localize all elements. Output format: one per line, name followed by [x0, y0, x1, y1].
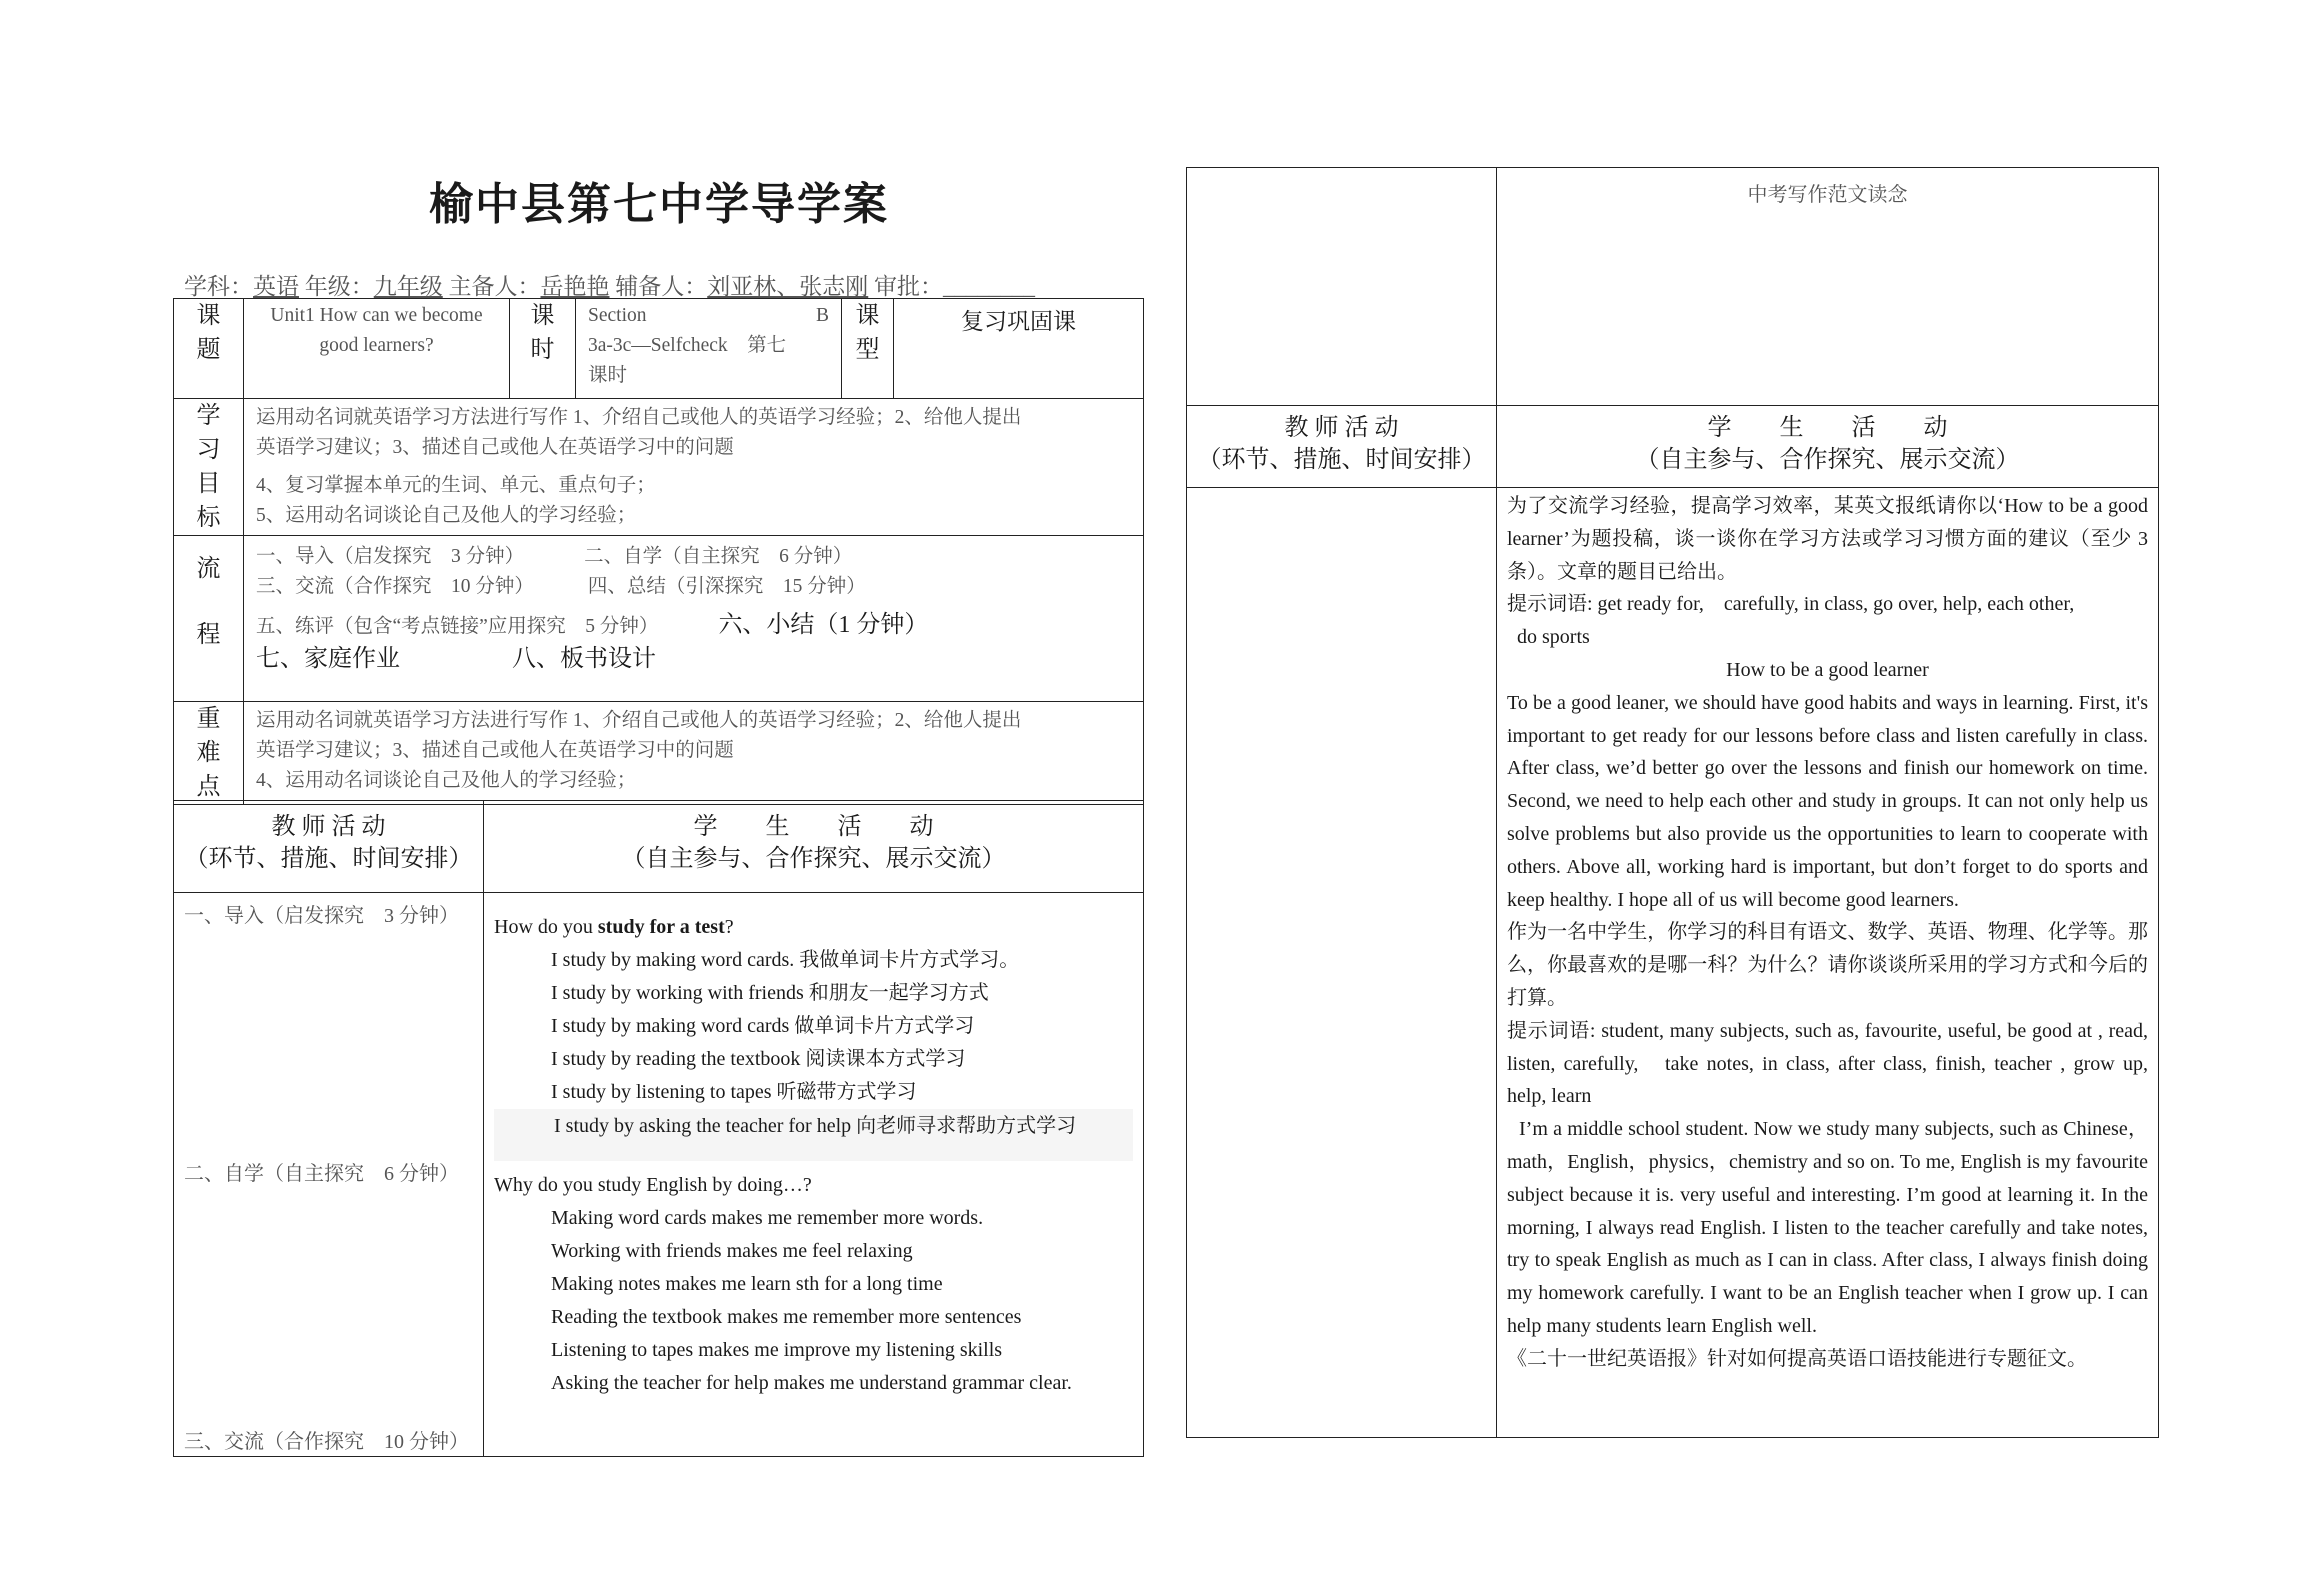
prompt-1: 为了交流学习经验，提高学习效率，某英文报纸请你以‘How to be a good learner’为题投稿，谈一谈你在学习方法或学习习惯方面的建议（至少 3 条）。文章的题目已给出。: [1507, 495, 2148, 583]
period-cell: Section B 3a-3c—Selfcheck 第七 课时: [576, 299, 842, 399]
essay-1-title: How to be a good learner: [1726, 658, 1929, 681]
student-content: [484, 893, 1144, 1457]
step-2: 二、自学（自主探究 6 分钟）: [184, 1163, 459, 1185]
student-activity-header-right: 学 生 活 动 （自主参与、合作探究、展示交流）: [1497, 406, 2159, 488]
answer-line: I study by asking the teacher for help 向老师寻求帮助方式学习: [494, 1109, 1133, 1161]
step-1: 一、导入（启发探究 3 分钟）: [184, 905, 459, 927]
grade-value: 九年级: [373, 274, 443, 299]
process-content: 一、导入（启发探究 3 分钟） 二、自学（自主探究 6 分钟） 三、交流（合作探究 10 分钟） 四、总结（引深探究 15 分钟） 五、练评（包含“考点链接”应用探究 5 分钟） 六、小结（1 分钟） 七、家庭作业 八、板书设计: [244, 536, 1144, 702]
hint-2: 提示词语: student, many subjects, such as, favourite, useful, be good at , read, listen, carefully, take notes, in class, after class, finish, teacher , grow up, help, learn: [1507, 1019, 2148, 1108]
lead-value: 岳艳艳: [540, 274, 610, 299]
right-activity-table: [1186, 167, 2159, 1438]
right-top-note-cell: 中考写作范文读念: [1497, 168, 2159, 406]
goal-line: 5、运用动名词谈论自己及他人的学习经验；: [256, 505, 637, 526]
type-label: 课 型: [842, 299, 894, 399]
subject-label: 学科：: [184, 274, 253, 299]
meta-line: [184, 268, 1035, 301]
topic-label: 课 题: [174, 299, 244, 399]
approve-blank: ________: [943, 274, 1035, 299]
reason-line: Making notes makes me learn sth for a long time: [551, 1273, 943, 1295]
teacher-steps: [174, 893, 484, 1457]
goals-label: 学 习 目 标: [174, 399, 244, 536]
info-table: [173, 298, 1144, 805]
page-title: 榆中县第七中学导学案: [429, 179, 889, 230]
assist-label: 辅备人：: [615, 274, 708, 299]
type-cell: 复习巩固课: [894, 299, 1144, 399]
approve-label: 审批：: [874, 274, 943, 299]
teacher-activity-header: 教 师 活 动 （环节、措施、时间安排）: [174, 801, 484, 893]
process-label: 流 程: [174, 536, 244, 702]
reason-line: Making word cards makes me remember more words.: [551, 1207, 984, 1229]
period-label: 课 时: [510, 299, 576, 399]
answer-line: I study by working with friends 和朋友一起学习方式: [551, 982, 989, 1004]
reason-line: Working with friends makes me feel relaxing: [551, 1240, 913, 1262]
teacher-activity-header-right: 教 师 活 动 （环节、措施、时间安排）: [1187, 406, 1497, 488]
goal-line: 4、复习掌握本单元的生词、单元、重点句子；: [256, 475, 656, 496]
lead-label: 主备人：: [448, 274, 541, 299]
answer-line: I study by listening to tapes 听磁带方式学习: [551, 1081, 917, 1103]
essay-content: [1497, 488, 2159, 1438]
hint-1b: do sports: [1517, 626, 1590, 649]
question-1: How do you study for a test?: [494, 916, 734, 938]
hint-1: 提示词语: get ready for, carefully, in class, go over, help, each other,: [1507, 593, 2075, 616]
keypoints-label: 重 难 点: [174, 702, 244, 805]
student-activity-header: 学 生 活 动 （自主参与、合作探究、展示交流）: [484, 801, 1144, 893]
subject-value: 英语: [253, 274, 299, 299]
essay-2: I’m a middle school student. Now we study many subjects, such as Chinese，math，English，physics，chemistry and so on. To me, English is my favourite subject because it is. very useful and interesting. I’m good at learning it. In the morning, I always read English. I listen to the teacher carefully and take notes, try to speak English as much as I can in class. After class, I always finish doing my homework carefully. I want to be an English teacher when I grow up. I can help many students learn English well.: [1507, 1118, 2148, 1337]
goals-content: [244, 399, 1144, 536]
reason-line: Listening to tapes makes me improve my listening skills: [551, 1339, 1003, 1361]
topic-cell: Unit1 How can we become good learners?: [244, 299, 510, 399]
essay-1: To be a good leaner, we should have good habits and ways in learning. First, it's important to get ready for our lessons before class and listen carefully in class. After class, we’d better go over the lessons and finish our homework on time. Second, we need to help each other and study in groups. It can not only help us solve problems but also provide us the opportunities to learn to cooperate with others. Above all, working hard is important, but don’t forget to do sports and keep healthy. I hope all of us will become good learners.: [1507, 691, 2148, 911]
question-2: Why do you study English by doing…?: [494, 1174, 812, 1196]
reason-line: Asking the teacher for help makes me understand grammar clear.: [551, 1372, 1072, 1394]
keypoints-content: 运用动名词就英语学习方法进行写作 1、介绍自己或他人的英语学习经验；2、给他人提出 英语学习建议；3、描述自己或他人在英语学习中的问题 4、运用动名词谈论自己及他人的学习经验；: [244, 702, 1144, 805]
right-top-left-cell: [1187, 168, 1497, 406]
goal-line: 运用动名词就英语学习方法进行写作 1、介绍自己或他人的英语学习经验；2、给他人提出: [256, 407, 1022, 428]
prompt-2: 作为一名中学生，你学习的科目有语文、数学、英语、物理、化学等。那么，你最喜欢的是哪一科？为什么？请你谈谈所采用的学习方式和今后的打算。: [1507, 921, 2148, 1009]
reason-line: Reading the textbook makes me remember more sentences: [551, 1306, 1022, 1328]
answer-line: I study by making word cards 做单词卡片方式学习: [551, 1015, 975, 1037]
goal-line: 英语学习建议；3、描述自己或他人在英语学习中的问题: [256, 437, 734, 458]
assist-value: 刘亚林、张志刚: [707, 274, 869, 299]
answer-line: I study by making word cards. 我做单词卡片方式学习。: [551, 949, 1020, 971]
grade-label: 年级：: [304, 274, 374, 299]
last-line: 《二十一世纪英语报》针对如何提高英语口语技能进行专题征文。: [1507, 1347, 2087, 1370]
answer-line: I study by reading the textbook 阅读课本方式学习: [551, 1048, 966, 1070]
left-activity-table: [173, 800, 1144, 1457]
step-3: 三、交流（合作探究 10 分钟）: [184, 1431, 469, 1453]
right-teacher-empty: [1187, 488, 1497, 1438]
